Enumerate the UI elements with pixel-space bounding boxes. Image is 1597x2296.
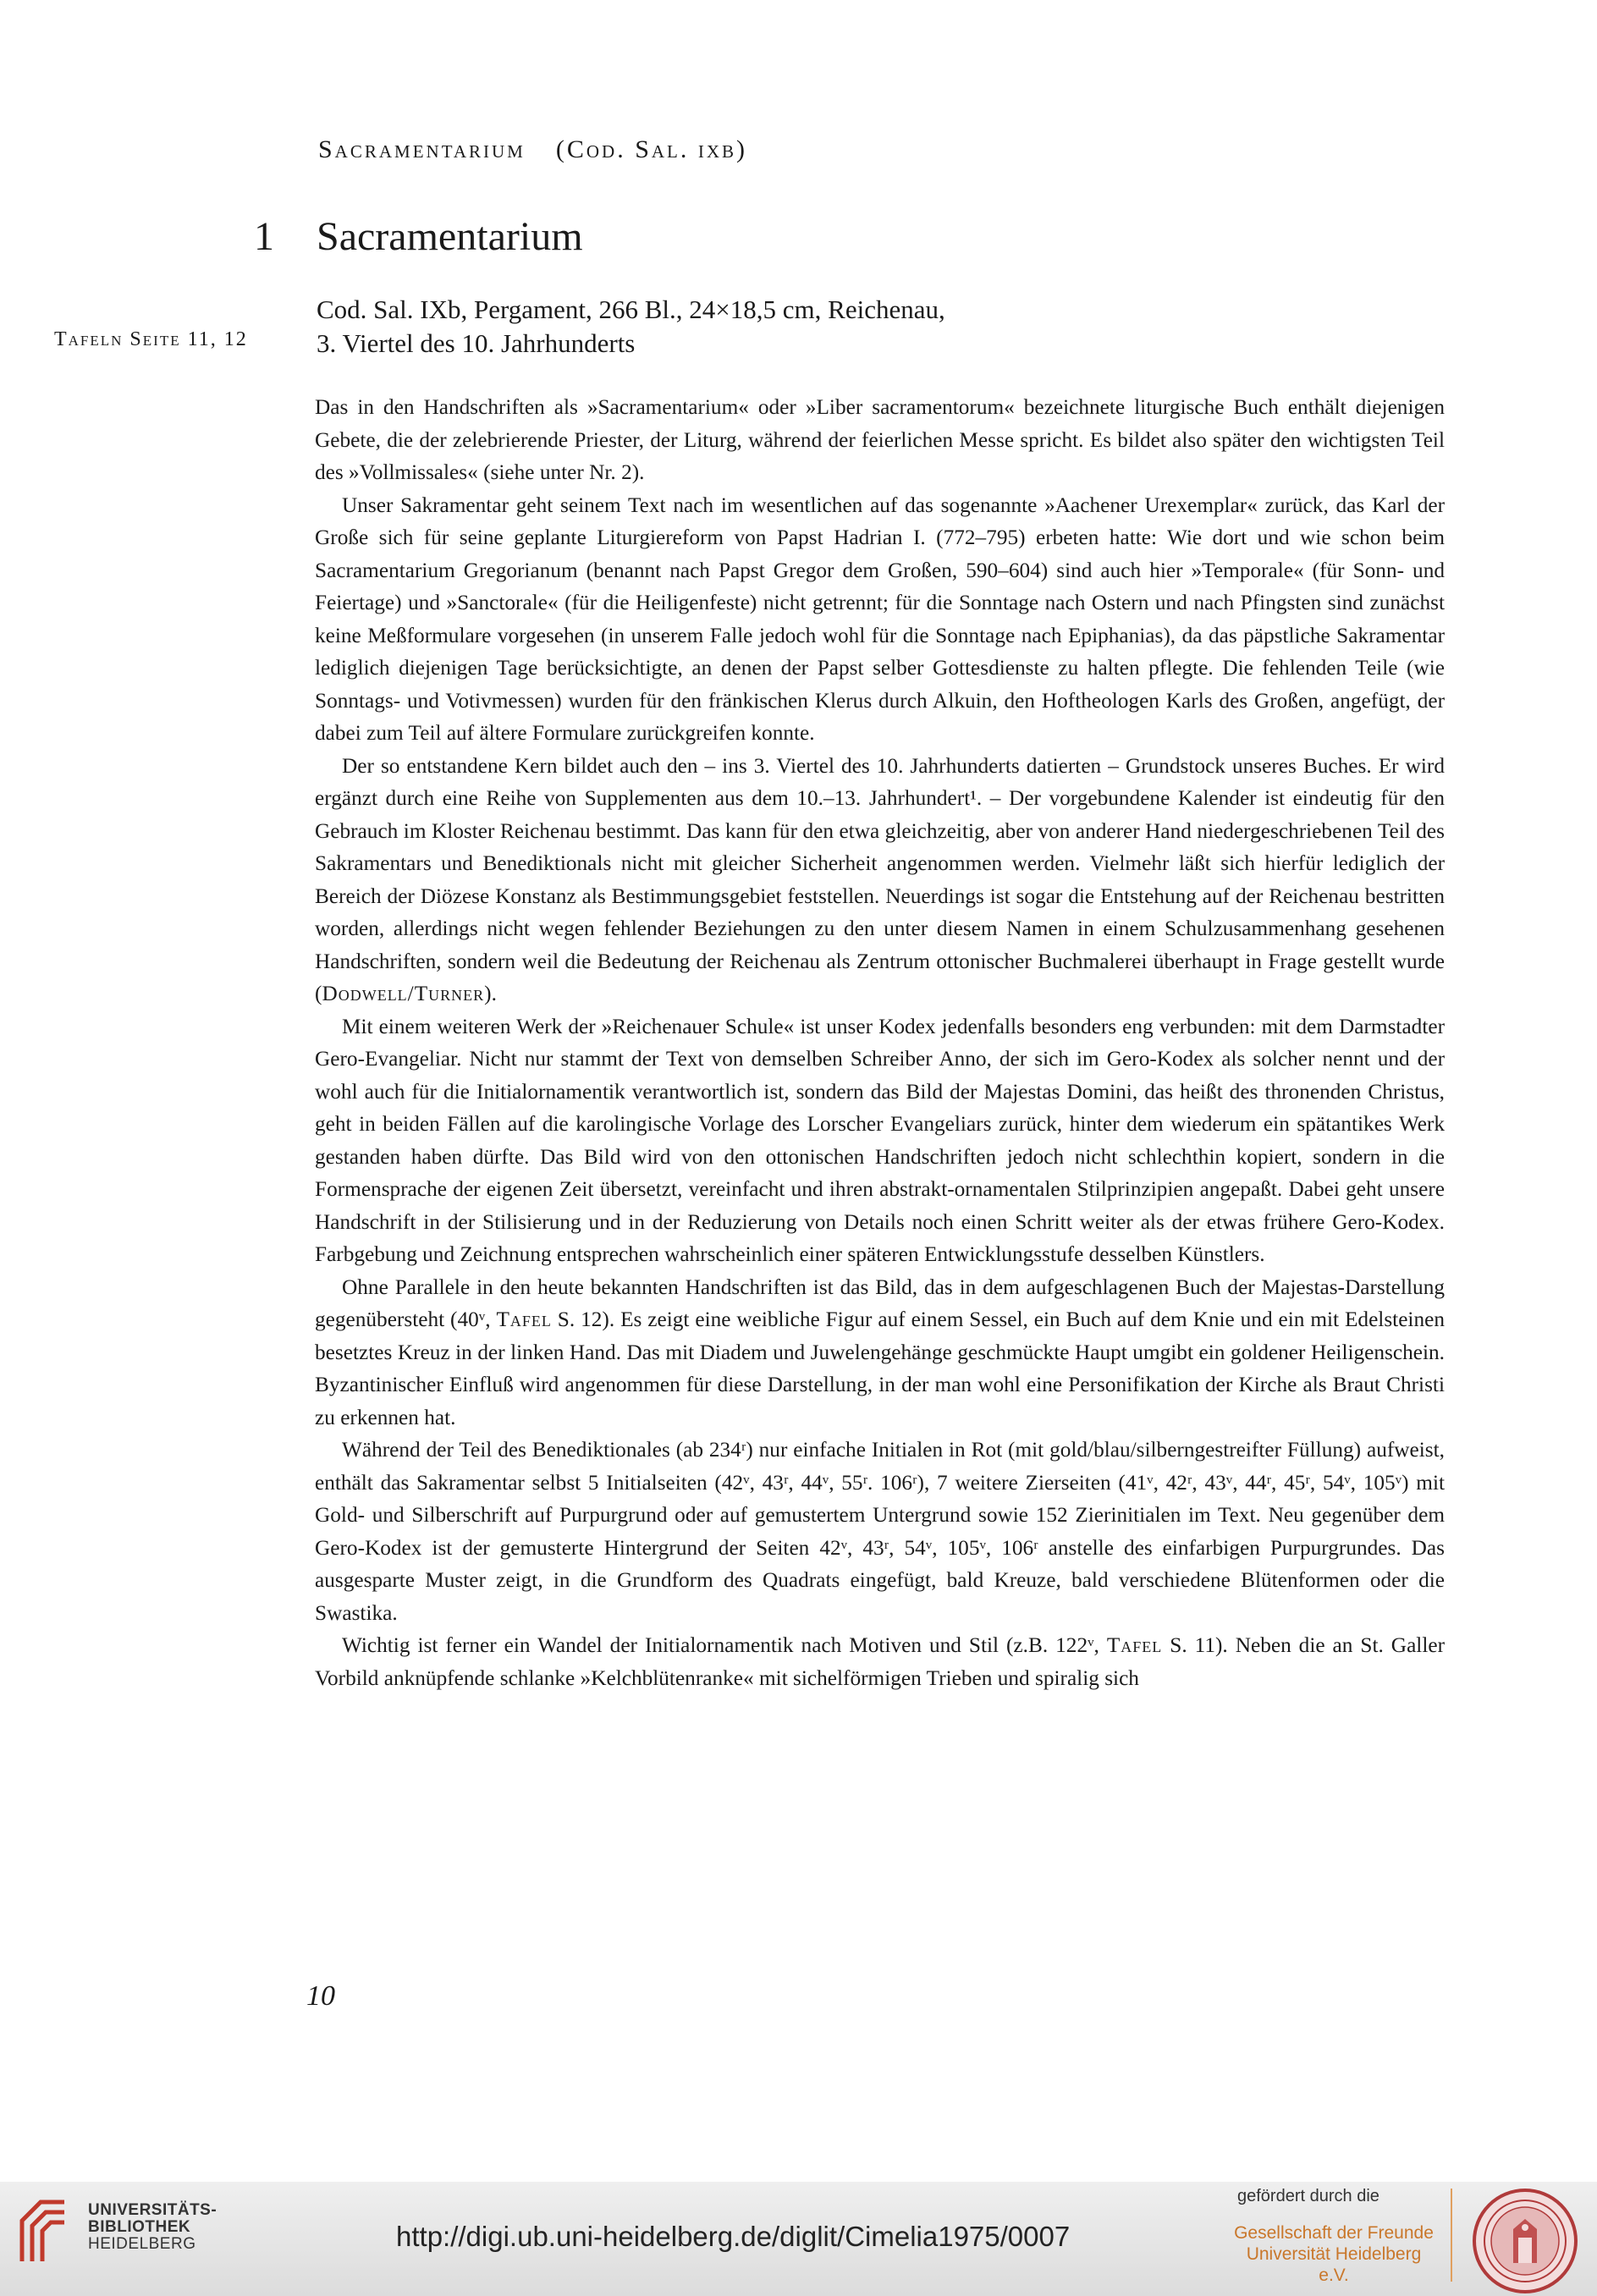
paragraph-5 — [315, 1271, 1445, 1434]
library-name-line3: HEIDELBERG — [88, 2235, 196, 2253]
running-head-title: Sacramentarium — [318, 135, 526, 163]
paragraph-1: Das in den Handschriften als »Sacramentarium« oder »Liber sacramentorum« bezeichnete liturgische Buch enthält diejenigen Gebete, die der zelebrierende Priester, der Liturg, während der feierlichen Messe spricht. Es bildet also später den wichtigsten Teil des »Vollmissales« (siehe unter Nr. 2). — [315, 395, 1445, 484]
page-number: 10 — [306, 1980, 335, 2012]
sponsor-label: gefördert durch die — [1237, 2187, 1379, 2205]
paragraph-7-text-b: S. 11). Neben die an St. Galler Vorbild anknüpfende schlanke »Kelchblütenranke« mit sichelförmigen Trieben und spiralig sich — [315, 1633, 1446, 1690]
entry-meta-line2: 3. Viertel des 10. Jahrhunderts — [317, 328, 636, 358]
plate-ref: Tafel — [496, 1308, 552, 1331]
margin-plate-reference: Tafeln Seite 11, 12 — [54, 328, 248, 350]
body-text — [315, 391, 1445, 1694]
library-name — [88, 2202, 217, 2253]
paragraph-6: Während der Teil des Benediktionales (ab 234ʳ) nur einfache Initialen in Rot (mit gold/blau/silberngestreifter Füllung) aufweist, enthält das Sakramentar selbst 5 Initialseiten (42ᵛ, 43ʳ, 44ᵛ, 55ʳ. 106ʳ), 7 weitere Zierseiten (41ᵛ, 42ʳ, 43ᵛ, 44ʳ, 45ʳ, 54ᵛ, 105ᵛ) mit Gold- und Silberschrift auf Purpurgrund oder auf gemustertem Untergrund sowie 152 Zierinitialen im Text. Neu gegenüber dem Gero-Kodex ist der gemusterte Hintergrund der Seiten 42ᵛ, 43ʳ, 54ᵛ, 105ᵛ, 106ʳ anstelle des einfarbigen Purpurgrundes. Das ausgesparte Muster zeigt, in die Grundform des Quadrats eingefügt, bald Kreuze, bald verschiedene Blütenformen oder die Swastika. — [315, 1438, 1445, 1625]
paragraph-2: Unser Sakramentar geht seinem Text nach im wesentlichen auf das sogenannte »Aachener Urexemplar« zurück, das Karl der Große sich für seine geplante Liturgiereform von Papst Hadrian I. (772–795) erbeten hatte: Wie dort und wie schon beim Sacramentarium Gregorianum (benannt nach Papst Gregor dem Großen, 590–604) sind auch hier »Temporale« (für Sonn- und Feiertage) und »Sanctorale« (für die Heiligenfeste) nicht getrennt; für die Sonntage nach Ostern und nach Pfingsten sind zunächst keine Meßformulare vorgesehen (in unserem Falle jedoch wohl für die Sonntage nach Epiphanias), da das päpstliche Sakramentar lediglich diejenigen Tage berücksichtigte, an denen der Papst selber Gottesdienste zu halten pflegte. Die fehlenden Teile (wie Sonntags- und Votivmessen) wurden für den fränkischen Klerus durch Alkuin, den Hoftheologen Karls des Großen, angefügt, der dabei zum Teil auf ältere Formulare zurückgreifen konnte. — [315, 493, 1445, 745]
paragraph-3-end: ). — [484, 982, 497, 1005]
citation-dodwell-turner: Dodwell/Turner — [322, 982, 485, 1005]
library-name-line1: UNIVERSITÄTS- — [88, 2201, 218, 2219]
paragraph-3 — [315, 750, 1445, 1010]
paragraph-5-text-b: S. 12). Es zeigt eine weibliche Figur auf einem Sessel, ein Buch auf dem Knie und ein mit Edelsteinen besetztes Kreuz in der linken Hand. Das mit Diadem und Juwelengehänge geschmückte Haupt umgibt ein goldener Heiligenschein. Byzantinischer Einfluß wird angenommen für diese Darstellung, in der man wohl eine Personifikation der Kirche als Braut Christi zu erkennen hat. — [315, 1308, 1445, 1429]
paragraph-7 — [315, 1629, 1445, 1694]
running-head-shelfmark: (Cod. Sal. ixb) — [555, 135, 748, 163]
plate-ref: Tafel — [1106, 1633, 1163, 1657]
library-logo-icon — [15, 2195, 71, 2266]
university-seal-icon — [1471, 2187, 1579, 2295]
paragraph-3-text: Der so entstandene Kern bildet auch den – ins 3. Viertel des 10. Jahrhunderts datierten – Grundstock unseres Buches. Er wird ergänzt durch eine Reihe von Supplementen aus dem 10.–13. Jahrhundert¹. – Der vorgebundene Kalender ist eindeutig für den Gebrauch im Kloster Reichenau bestimmt. Das kann für den etwa gleichzeitig, aber von anderer Hand niedergeschriebenen Teil des Sakramentars und Benediktionals nicht mit gleicher Sicherheit angenommen werden. Vielmehr läßt sich hierfür lediglich der Bereich der Diözese Konstanz als Bestimmungsgebiet feststellen. Neuerdings ist sogar die Entstehung auf der Reichenau bestritten worden, allerdings nicht wegen fehlender Beziehungen zu den unter diesem Namen in einem Schulzusammenhang gesehenen Handschriften, sondern weil die Bedeutung der Reichenau als Zentrum ottonischer Buchmalerei überhaupt in Frage gestellt wurde ( — [315, 753, 1445, 1005]
sponsor-name-line1: Gesellschaft der Freunde — [1234, 2223, 1434, 2243]
entry-title: Sacramentarium — [317, 214, 583, 259]
paragraph-7-text-a: Wichtig ist ferner ein Wandel der Initialornamentik nach Motiven und Stil (z.B. 122ᵛ, — [342, 1633, 1107, 1657]
footer-divider — [1451, 2189, 1452, 2282]
permalink-url[interactable]: http://digi.ub.uni-heidelberg.de/diglit/Cimelia1975/0007 — [396, 2221, 1071, 2252]
running-head — [318, 135, 747, 164]
sponsor-name — [1232, 2222, 1435, 2286]
entry-number: 1 — [254, 214, 274, 259]
entry-meta-line1: Cod. Sal. IXb, Pergament, 266 Bl., 24×18,5 cm, Reichenau, — [317, 295, 945, 324]
paragraph-4: Mit einem weiteren Werk der »Reichenauer Schule« ist unser Kodex jedenfalls besonders eng verbunden: mit dem Darmstadter Gero-Evangeliar. Nicht nur stammt der Text von demselben Schreiber Anno, der sich im Gero-Kodex als solcher nennt und der wohl auch für die Initialornamentik verantwortlich ist, sondern das Bild der Majestas Domini, das heißt des thronenden Christus, geht in beiden Fällen auf die karolingische Vorlage des Lorscher Evangeliars zurück, hinter dem wiederum ein spätantikes Werk gestanden haben dürfte. Das Bild wird von den ottonischen Handschriften jedoch nicht schlechthin kopiert, sondern in die Formensprache der eigenen Zeit übersetzt, vereinfacht und ihren abstrakt-ornamentalen Stilprinzipien angepaßt. Dabei geht unsere Handschrift in der Stilisierung und in der Reduzierung von Details noch einen Schritt weiter als der etwas frühere Gero-Kodex. Farbgebung und Zeichnung entsprechen wahrscheinlich einer späteren Entwicklungsstufe desselben Künstlers. — [315, 1014, 1445, 1266]
entry-meta — [317, 293, 1501, 361]
library-name-line2: BIBLIOTHEK — [88, 2218, 191, 2236]
sponsor-name-line2: Universität Heidelberg e.V. — [1246, 2244, 1422, 2285]
paragraph-5-text-a: Ohne Parallele in den heute bekannten Handschriften ist das Bild, das in dem aufgeschlagenen Buch der Majestas-Darstellung gegenübersteht (40ᵛ, — [315, 1275, 1445, 1331]
